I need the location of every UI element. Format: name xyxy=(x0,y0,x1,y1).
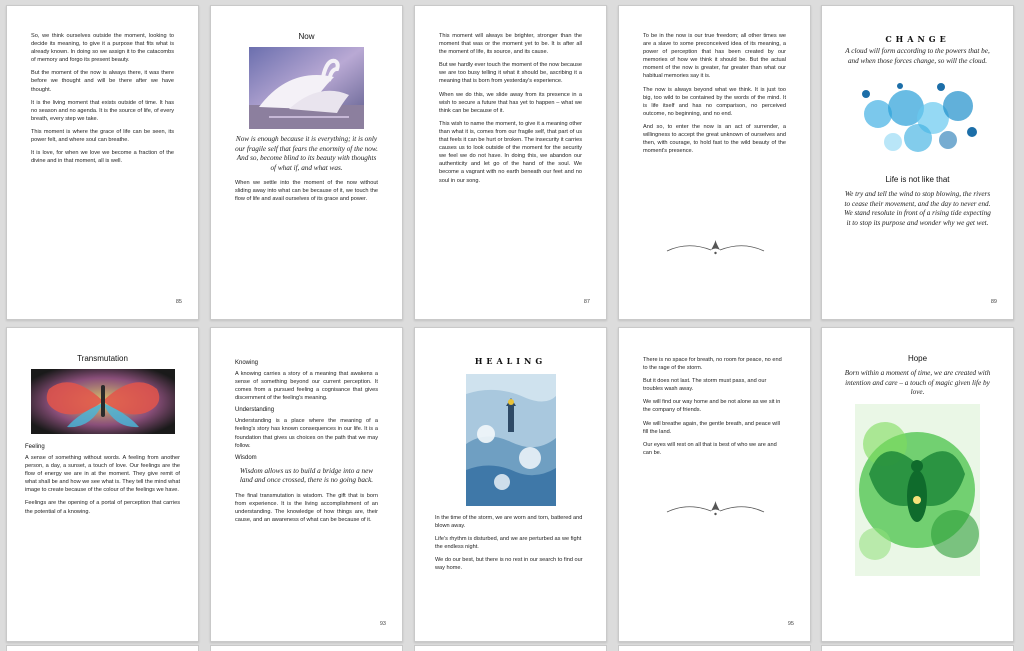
next-page-edge xyxy=(210,645,403,651)
paragraph: Understanding is a place where the meaning of a feeling's story has known consequences in our life. It is a foundation that gives us choices on the path that we may follow. xyxy=(235,418,378,449)
page-number: 87 xyxy=(583,299,590,305)
subtitle: Life is not like that xyxy=(885,175,950,184)
next-page-edge xyxy=(6,645,199,651)
book-page-now[interactable] xyxy=(210,5,403,320)
paragraph: The now is always beyond what we think. It is just too big, too wild to be contained by the words of the mind. It is life itself and has no comparison, no perceived outcome, no beginning, and no end. xyxy=(643,86,786,117)
paragraph: The final transmutation is wisdom. The gift that is born from experience. It is the living accomplishment of an understanding. The knowledge of how things are, their cause, and an awareness of what can be because of it. xyxy=(235,492,378,524)
book-page-87[interactable] xyxy=(414,5,607,320)
paragraph: Our eyes will rest on all that is best of who we are and can be. xyxy=(643,441,777,456)
quote: Born within a moment of time, we are created with intention and care – a touch of magic given life by love. xyxy=(844,369,991,396)
book-page-85[interactable] xyxy=(6,5,199,320)
green-angel-painting xyxy=(855,404,980,576)
page-number: 93 xyxy=(379,621,386,627)
section-heading: Understanding xyxy=(235,407,275,414)
paragraph: It is the living moment that exists outside of time. It has no season and no agenda. It is the source of life, of every breath, every step we take. xyxy=(31,99,174,122)
paragraph: So, we think ourselves outside the moment, looking to decide its meaning, to give it a purpose that fits what is already known. In doing so we assign it to the catacombs of memory and forgo its present beauty. xyxy=(31,33,174,64)
paragraph: This moment is where the grace of life can be seen, its power felt, and where soul can breathe. xyxy=(31,128,174,144)
page-title: Now xyxy=(298,32,315,41)
page-title: Transmutation xyxy=(77,354,128,363)
paragraph: There is no space for breath, no room for peace, no end to the rage of the storm. xyxy=(643,357,782,372)
paragraph: And so, to enter the now is an act of surrender, a willingness to accept the great unknown of ourselves and then, with courage, to hold fast to the wild beauty of the moment's presence. xyxy=(643,123,786,155)
quote: A cloud will form according to the powers that be, and when those forces change, so will the cloud. xyxy=(845,47,990,65)
section-heading: Wisdom xyxy=(235,454,257,461)
quote: Wisdom allows us to build a bridge into a new land and once crossed, there is no going back. xyxy=(239,466,374,485)
paragraph: But we hardly ever touch the moment of the now because we are too busy telling it what it should be, ascribing it a meaning that is born from yesterday's experience. xyxy=(439,62,582,85)
blue-watercolor-painting xyxy=(848,72,988,167)
book-page-hope[interactable] xyxy=(821,327,1014,642)
paragraph: A sense of something without words. A feeling from another person, a day, a sunset, a touch of love. Our feelings are the flow of energy we are in at the moment. They give remit of what shall be and how we see what is. They tell the mind what image to create because of the colour of the feelings we have. xyxy=(25,455,180,494)
page-number: 89 xyxy=(990,299,997,305)
paragraph: It is love, for when we love we become a fraction of the divine and in that moment, all is well. xyxy=(31,150,174,165)
paragraph: When we settle into the moment of the now without sliding away into what can be because of it, we touch the flow of life and avail ourselves of its grace and power. xyxy=(235,180,378,203)
paragraph: We do our best, but there is no rest in our search to find our way home. xyxy=(435,557,583,572)
next-page-edge xyxy=(821,645,1014,651)
swan-painting xyxy=(249,47,364,129)
paragraph: When we do this, we slide away from its presence in a wish to secure a future that has yet to happen – what we think can be because of it. xyxy=(439,91,582,114)
paragraph: This wish to name the moment, to give it a meaning other than what it is, comes from our fragile self, that part of us that feels it can be hurt or broken. The insecurity it carries causes us to look outside of the moment for the security we feel we do not have. In doing this, we abandon our authenticity and let go of the hand of the soul. We become a vagrant with no earth beneath our feet and no soul in our song. xyxy=(439,120,582,184)
ornament-divider-icon xyxy=(663,500,768,518)
page-title: HEALING xyxy=(474,356,547,366)
lighthouse-storm-painting xyxy=(466,374,556,506)
paragraph: Life's rhythm is disturbed, and we are perturbed as we fight the endless night. xyxy=(435,536,582,551)
quote: Now is enough because it is everything; it is only our fragile self that fears the enormity of the now. And so, become blind to its beauty with thoughts of what if, and what was. xyxy=(235,135,378,172)
quote: We try and tell the wind to stop blowing, the rivers to cease their movement, and the day to never end. We stand resolute in front of a rising tide expecting it to stop its purpose and wonder why we get wet. xyxy=(844,190,991,227)
book-page-88[interactable] xyxy=(618,5,811,320)
book-page-95[interactable] xyxy=(618,327,811,642)
page-number: 95 xyxy=(787,621,794,627)
section-heading: Feeling xyxy=(25,444,45,450)
book-page-89[interactable] xyxy=(821,5,1014,320)
paragraph: In the time of the storm, we are worn and torn, battered and blown away. xyxy=(435,515,583,530)
paragraph: This moment will always be brighter, stronger than the moment that was or the moment yet to be. It is after all the moment of life, its source, and its cause. xyxy=(439,33,582,56)
paragraph: We will find our way home and be not alone as we sit in the company of friends. xyxy=(643,399,781,414)
page-number: 85 xyxy=(175,299,182,305)
ornament-divider-icon xyxy=(663,239,768,257)
butterfly-painting xyxy=(31,369,175,434)
next-page-edge xyxy=(414,645,607,651)
paragraph: But it does not last. The storm must pass, and our troubles wash away. xyxy=(643,378,767,393)
paragraph: A knowing carries a story of a meaning that awakens a sense of something beyond our current perception. It comes from a pursued feeling a cognisance that gives discernment of the feeling's meaning. xyxy=(235,371,378,402)
page-title: CHANGE xyxy=(885,34,950,44)
paragraph: We will breathe again, the gentle breath, and peace will fill the land. xyxy=(643,420,781,435)
paragraph: Feelings are the opening of a portal of perception that carries the potential of a knowing. xyxy=(25,500,180,515)
paragraph: But the moment of the now is always there, it was there before we thought and will be there after we have thought. xyxy=(31,70,174,93)
book-page-93[interactable] xyxy=(210,327,403,642)
book-page-healing[interactable] xyxy=(414,327,607,642)
section-heading: Knowing xyxy=(235,360,259,366)
next-page-edge xyxy=(618,645,811,651)
paragraph: To be in the now is our true freedom; all other times we are a slave to some preconceived idea of its meaning, a power of perception that has been created by our memories of how we think it should be. But the actual moment of the now is greater, far greater than what our habitual memories say it is. xyxy=(643,33,786,80)
page-title: Hope xyxy=(907,354,928,363)
book-page-transmutation[interactable] xyxy=(6,327,199,642)
